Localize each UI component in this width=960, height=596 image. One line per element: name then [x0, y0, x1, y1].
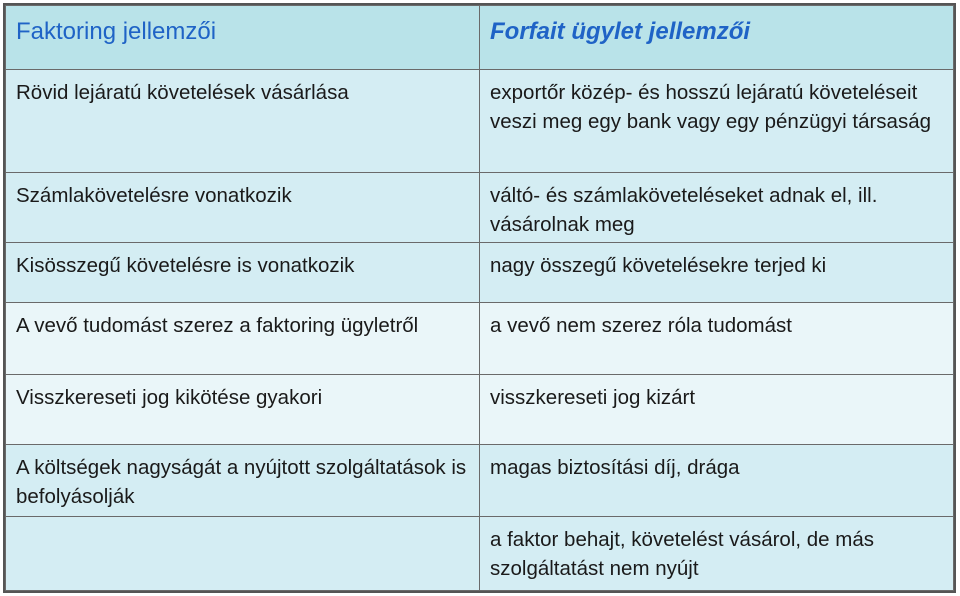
table-row	[6, 444, 954, 516]
factoring-cell	[6, 516, 480, 590]
factoring-cell: Kisösszegű követelésre is vonatkozik	[6, 242, 480, 302]
forfait-cell: a faktor behajt, követelést vásárol, de más szolgáltatást nem nyújt	[480, 516, 954, 590]
header-row	[6, 6, 954, 70]
comparison-table-frame	[3, 3, 956, 593]
forfait-cell: exportőr közép- és hosszú lejáratú követeléseit veszi meg egy bank vagy egy pénzügyi társaság	[480, 70, 954, 173]
factoring-cell: A költségek nagyságát a nyújtott szolgáltatások is befolyásolják	[6, 444, 480, 516]
table-row	[6, 70, 954, 173]
forfait-cell: a vevő nem szerez róla tudomást	[480, 302, 954, 374]
forfait-cell: nagy összegű követelésekre terjed ki	[480, 242, 954, 302]
table-row	[6, 302, 954, 374]
table-row	[6, 374, 954, 444]
factoring-cell: A vevő tudomást szerez a faktoring ügyletről	[6, 302, 480, 374]
factoring-cell: Visszkereseti jog kikötése gyakori	[6, 374, 480, 444]
table-row	[6, 242, 954, 302]
header-forfait: Forfait ügylet jellemzői	[480, 6, 954, 70]
table-row	[6, 516, 954, 590]
factoring-cell: Számlakövetelésre vonatkozik	[6, 172, 480, 242]
forfait-cell: váltó- és számlaköveteléseket adnak el, ill. vásárolnak meg	[480, 172, 954, 242]
forfait-cell: visszkereseti jog kizárt	[480, 374, 954, 444]
table-row	[6, 172, 954, 242]
forfait-cell: magas biztosítási díj, drága	[480, 444, 954, 516]
factoring-cell: Rövid lejáratú követelések vásárlása	[6, 70, 480, 173]
comparison-table	[5, 5, 954, 591]
header-factoring: Faktoring jellemzői	[6, 6, 480, 70]
